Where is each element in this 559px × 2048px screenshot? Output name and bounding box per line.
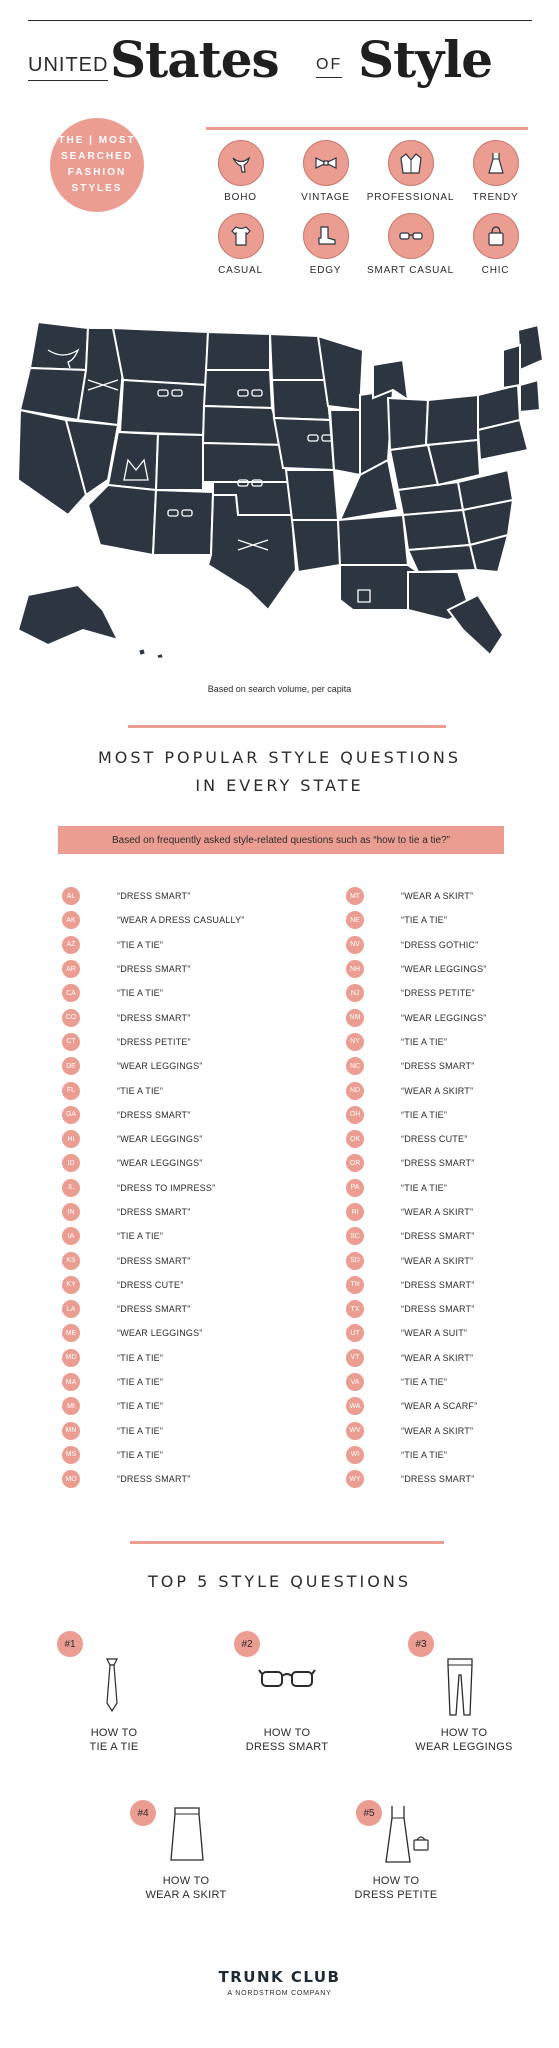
question-text: “TIE A TIE” — [117, 939, 164, 950]
state-badge: AR — [62, 960, 80, 978]
question-text: “TIE A TIE” — [117, 1085, 164, 1096]
state-badge: MS — [62, 1446, 80, 1464]
question-row — [346, 1103, 559, 1127]
question-text: “DRESS SMART” — [401, 1474, 475, 1485]
question-row — [62, 1370, 302, 1394]
state-badge: ID — [62, 1154, 80, 1172]
section-rule — [128, 725, 446, 728]
state-badge: SD — [346, 1252, 364, 1270]
question-text: “DRESS SMART” — [117, 891, 191, 902]
question-text: “TIE A TIE” — [401, 1109, 448, 1120]
question-row — [346, 1321, 559, 1345]
question-text: “WEAR LEGGINGS” — [401, 964, 487, 975]
question-text: “WEAR LEGGINGS” — [117, 1158, 203, 1169]
question-row — [62, 1224, 302, 1248]
question-row — [346, 1370, 559, 1394]
question-row — [346, 908, 559, 932]
state-badge: IA — [62, 1227, 80, 1245]
question-text: “TIE A TIE” — [117, 988, 164, 999]
state-badge: MO — [62, 1470, 80, 1488]
question-text: “WEAR LEGGINGS” — [117, 1328, 203, 1339]
question-row — [346, 1030, 559, 1054]
question-row — [346, 1127, 559, 1151]
questions-banner: Based on frequently asked style-related questions such as “how to tie a tie?” — [58, 826, 504, 854]
question-row — [62, 1394, 302, 1418]
question-row — [346, 1078, 559, 1102]
title-style: Style — [358, 30, 493, 89]
state-badge: MA — [62, 1373, 80, 1391]
question-row — [346, 1297, 559, 1321]
state-badge: NH — [346, 960, 364, 978]
question-row — [62, 1346, 302, 1370]
question-row — [346, 1005, 559, 1029]
state-badge: UT — [346, 1324, 364, 1342]
title-states: States — [110, 30, 279, 89]
question-text: “WEAR LEGGINGS” — [117, 1061, 203, 1072]
boot-icon — [303, 213, 349, 259]
question-row — [346, 957, 559, 981]
legend-item-smart-casual: SMART CASUAL — [368, 213, 453, 276]
glasses-icon — [388, 213, 434, 259]
style-legend — [198, 140, 538, 276]
state-badge: AK — [62, 911, 80, 929]
legend-item-casual: CASUAL — [198, 213, 283, 276]
legend-item-boho: BOHO — [198, 140, 283, 203]
dress-icon — [378, 1804, 434, 1866]
question-text: “DRESS CUTE” — [117, 1279, 184, 1290]
questions-right-column — [346, 884, 559, 1491]
question-row — [346, 1151, 559, 1175]
question-row — [346, 1467, 559, 1491]
question-text: “TIE A TIE” — [401, 915, 448, 926]
state-badge: CO — [62, 1009, 80, 1027]
rank-badge: #2 — [234, 1631, 260, 1657]
legend-item-chic: CHIC — [453, 213, 538, 276]
state-badge: DE — [62, 1057, 80, 1075]
question-row — [62, 1297, 302, 1321]
question-row — [346, 1419, 559, 1443]
rank-badge: #5 — [356, 1800, 382, 1826]
question-text: “DRESS SMART” — [117, 964, 191, 975]
state-badge: NM — [346, 1009, 364, 1027]
state-badge: GA — [62, 1106, 80, 1124]
question-row — [346, 1224, 559, 1248]
brand-subtitle: A NORDSTROM COMPANY — [227, 1990, 332, 1997]
section-rule — [130, 1541, 444, 1544]
question-row — [62, 884, 302, 908]
question-row — [62, 1078, 302, 1102]
dress-icon — [473, 140, 519, 186]
state-badge: IL — [62, 1179, 80, 1197]
question-row — [62, 1273, 302, 1297]
question-row — [62, 1419, 302, 1443]
question-text: “DRESS SMART” — [401, 1279, 475, 1290]
tshirt-icon — [218, 213, 264, 259]
question-row — [62, 908, 302, 932]
question-row — [346, 1200, 559, 1224]
question-text: “TIE A TIE” — [117, 1425, 164, 1436]
state-badge: WY — [346, 1470, 364, 1488]
question-text: “DRESS PETITE” — [401, 988, 475, 999]
question-row — [346, 1248, 559, 1272]
question-row — [62, 1030, 302, 1054]
state-badge: NV — [346, 936, 364, 954]
state-badge: MN — [62, 1422, 80, 1440]
legend-item-professional: PROFESSIONAL — [368, 140, 453, 203]
us-map-svg — [8, 310, 553, 660]
question-text: “DRESS SMART” — [117, 1109, 191, 1120]
question-text: “WEAR LEGGINGS” — [117, 1134, 203, 1145]
top5-item-3: HOW TO WEAR LEGGINGS — [415, 1727, 513, 1753]
question-text: “DRESS SMART” — [401, 1158, 475, 1169]
question-text: “DRESS GOTHIC” — [401, 939, 479, 950]
question-row — [62, 1248, 302, 1272]
state-badge: IN — [62, 1203, 80, 1221]
question-row — [62, 957, 302, 981]
question-row — [62, 981, 302, 1005]
question-row — [346, 1273, 559, 1297]
top5-item-2: HOW TO DRESS SMART — [245, 1727, 329, 1753]
question-text: “WEAR A SKIRT” — [401, 1352, 474, 1363]
state-badge: MT — [346, 887, 364, 905]
state-badge: OH — [346, 1106, 364, 1124]
scarf-icon — [218, 140, 264, 186]
question-text: “TIE A TIE” — [117, 1449, 164, 1460]
state-badge: CT — [62, 1033, 80, 1051]
brand-logo: TRUNK CLUB — [218, 1968, 341, 1986]
question-row — [62, 1467, 302, 1491]
question-text: “WEAR LEGGINGS” — [401, 1012, 487, 1023]
state-badge: AL — [62, 887, 80, 905]
top5-heading: TOP 5 STYLE QUESTIONS — [148, 1572, 411, 1591]
tie-icon — [100, 1657, 124, 1713]
question-text: “TIE A TIE” — [401, 1377, 448, 1388]
question-text: “DRESS SMART” — [401, 1231, 475, 1242]
legend-item-trendy: TRENDY — [453, 140, 538, 203]
question-text: “WEAR A SKIRT” — [401, 891, 474, 902]
skirt-icon — [168, 1806, 206, 1864]
question-row — [346, 1176, 559, 1200]
state-badge: VA — [346, 1373, 364, 1391]
top5-item-5: HOW TO DRESS PETITE — [354, 1875, 438, 1901]
question-row — [346, 884, 559, 908]
question-row — [62, 1151, 302, 1175]
state-badge: RI — [346, 1203, 364, 1221]
question-row — [346, 1443, 559, 1467]
legend-item-edgy: EDGY — [283, 213, 368, 276]
question-text: “DRESS SMART” — [117, 1255, 191, 1266]
question-text: “TIE A TIE” — [401, 1449, 448, 1460]
question-text: “WEAR A SKIRT” — [401, 1255, 474, 1266]
question-text: “WEAR A SKIRT” — [401, 1085, 474, 1096]
state-badge: NY — [346, 1033, 364, 1051]
title-united: UNITED — [28, 54, 108, 77]
question-text: “DRESS CUTE” — [401, 1134, 468, 1145]
state-badge: WA — [346, 1397, 364, 1415]
question-text: “WEAR A SUIT” — [401, 1328, 468, 1339]
questions-left-column — [62, 884, 302, 1491]
question-text: “TIE A TIE” — [117, 1377, 164, 1388]
state-badge: WV — [346, 1422, 364, 1440]
state-badge: MI — [62, 1397, 80, 1415]
question-text: “TIE A TIE” — [401, 1182, 448, 1193]
question-text: “DRESS SMART” — [401, 1304, 475, 1315]
state-badge: TN — [346, 1276, 364, 1294]
question-row — [62, 1005, 302, 1029]
top5-item-1: HOW TO TIE A TIE — [89, 1727, 139, 1753]
question-text: “DRESS SMART” — [117, 1012, 191, 1023]
leggings-icon — [444, 1657, 476, 1719]
state-badge: ME — [62, 1324, 80, 1342]
top-rule — [28, 20, 532, 21]
title — [28, 26, 532, 96]
state-badge: NE — [346, 911, 364, 929]
question-text: “DRESS TO IMPRESS” — [117, 1182, 216, 1193]
question-text: “WEAR A SKIRT” — [401, 1425, 474, 1436]
map-caption: Based on search volume, per capita — [207, 684, 352, 694]
question-text: “DRESS SMART” — [117, 1304, 191, 1315]
state-badge: OR — [346, 1154, 364, 1172]
question-text: “WEAR A SKIRT” — [401, 1207, 474, 1217]
state-badge: PA — [346, 1179, 364, 1197]
question-text: “TIE A TIE” — [117, 1352, 164, 1363]
state-badge: FL — [62, 1082, 80, 1100]
most-searched-badge: THE | MOST SEARCHED FASHION STYLES — [50, 118, 144, 212]
question-text: “WEAR A DRESS CASUALLY” — [117, 915, 245, 926]
question-text: “TIE A TIE” — [117, 1231, 164, 1242]
state-badge: OK — [346, 1130, 364, 1148]
rank-badge: #1 — [57, 1631, 83, 1657]
question-text: “DRESS SMART” — [401, 1061, 475, 1072]
question-row — [346, 981, 559, 1005]
question-text: “WEAR A SCARF” — [401, 1401, 478, 1412]
question-row — [62, 1443, 302, 1467]
question-row — [62, 1054, 302, 1078]
title-of: OF — [316, 56, 342, 74]
legend-rule — [206, 127, 528, 130]
top5-item-4: HOW TO WEAR A SKIRT — [145, 1875, 227, 1901]
question-text: “DRESS SMART” — [117, 1207, 191, 1217]
rank-badge: #3 — [408, 1631, 434, 1657]
state-badge: NC — [346, 1057, 364, 1075]
question-text: “TIE A TIE” — [117, 1401, 164, 1412]
state-badge: KY — [62, 1276, 80, 1294]
questions-heading-line1: MOST POPULAR STYLE QUESTIONS — [97, 748, 462, 767]
questions-heading-line2: IN EVERY STATE — [195, 776, 364, 795]
question-text: “DRESS PETITE” — [117, 1036, 191, 1047]
question-row — [62, 1200, 302, 1224]
state-badge: MD — [62, 1349, 80, 1367]
state-badge: HI — [62, 1130, 80, 1148]
question-text: “DRESS SMART” — [117, 1474, 191, 1485]
question-text: “TIE A TIE” — [401, 1036, 448, 1047]
handbag-icon — [473, 213, 519, 259]
question-row — [346, 1394, 559, 1418]
question-row — [346, 1346, 559, 1370]
question-row — [62, 1176, 302, 1200]
glasses-icon — [258, 1664, 316, 1694]
question-row — [346, 1054, 559, 1078]
question-row — [62, 1103, 302, 1127]
rank-badge: #4 — [130, 1800, 156, 1826]
legend-item-vintage: VINTAGE — [283, 140, 368, 203]
question-row — [62, 1127, 302, 1151]
state-badge: NJ — [346, 984, 364, 1002]
state-badge: LA — [62, 1300, 80, 1318]
state-badge: TX — [346, 1300, 364, 1318]
us-map — [8, 310, 553, 660]
state-badge: SC — [346, 1227, 364, 1245]
question-row — [62, 1321, 302, 1345]
state-badge: AZ — [62, 936, 80, 954]
bowtie-icon — [303, 140, 349, 186]
blazer-icon — [388, 140, 434, 186]
question-row — [346, 933, 559, 957]
state-badge: WI — [346, 1446, 364, 1464]
question-row — [62, 933, 302, 957]
state-badge: CA — [62, 984, 80, 1002]
state-badge: ND — [346, 1082, 364, 1100]
state-badge: KS — [62, 1252, 80, 1270]
state-badge: VT — [346, 1349, 364, 1367]
